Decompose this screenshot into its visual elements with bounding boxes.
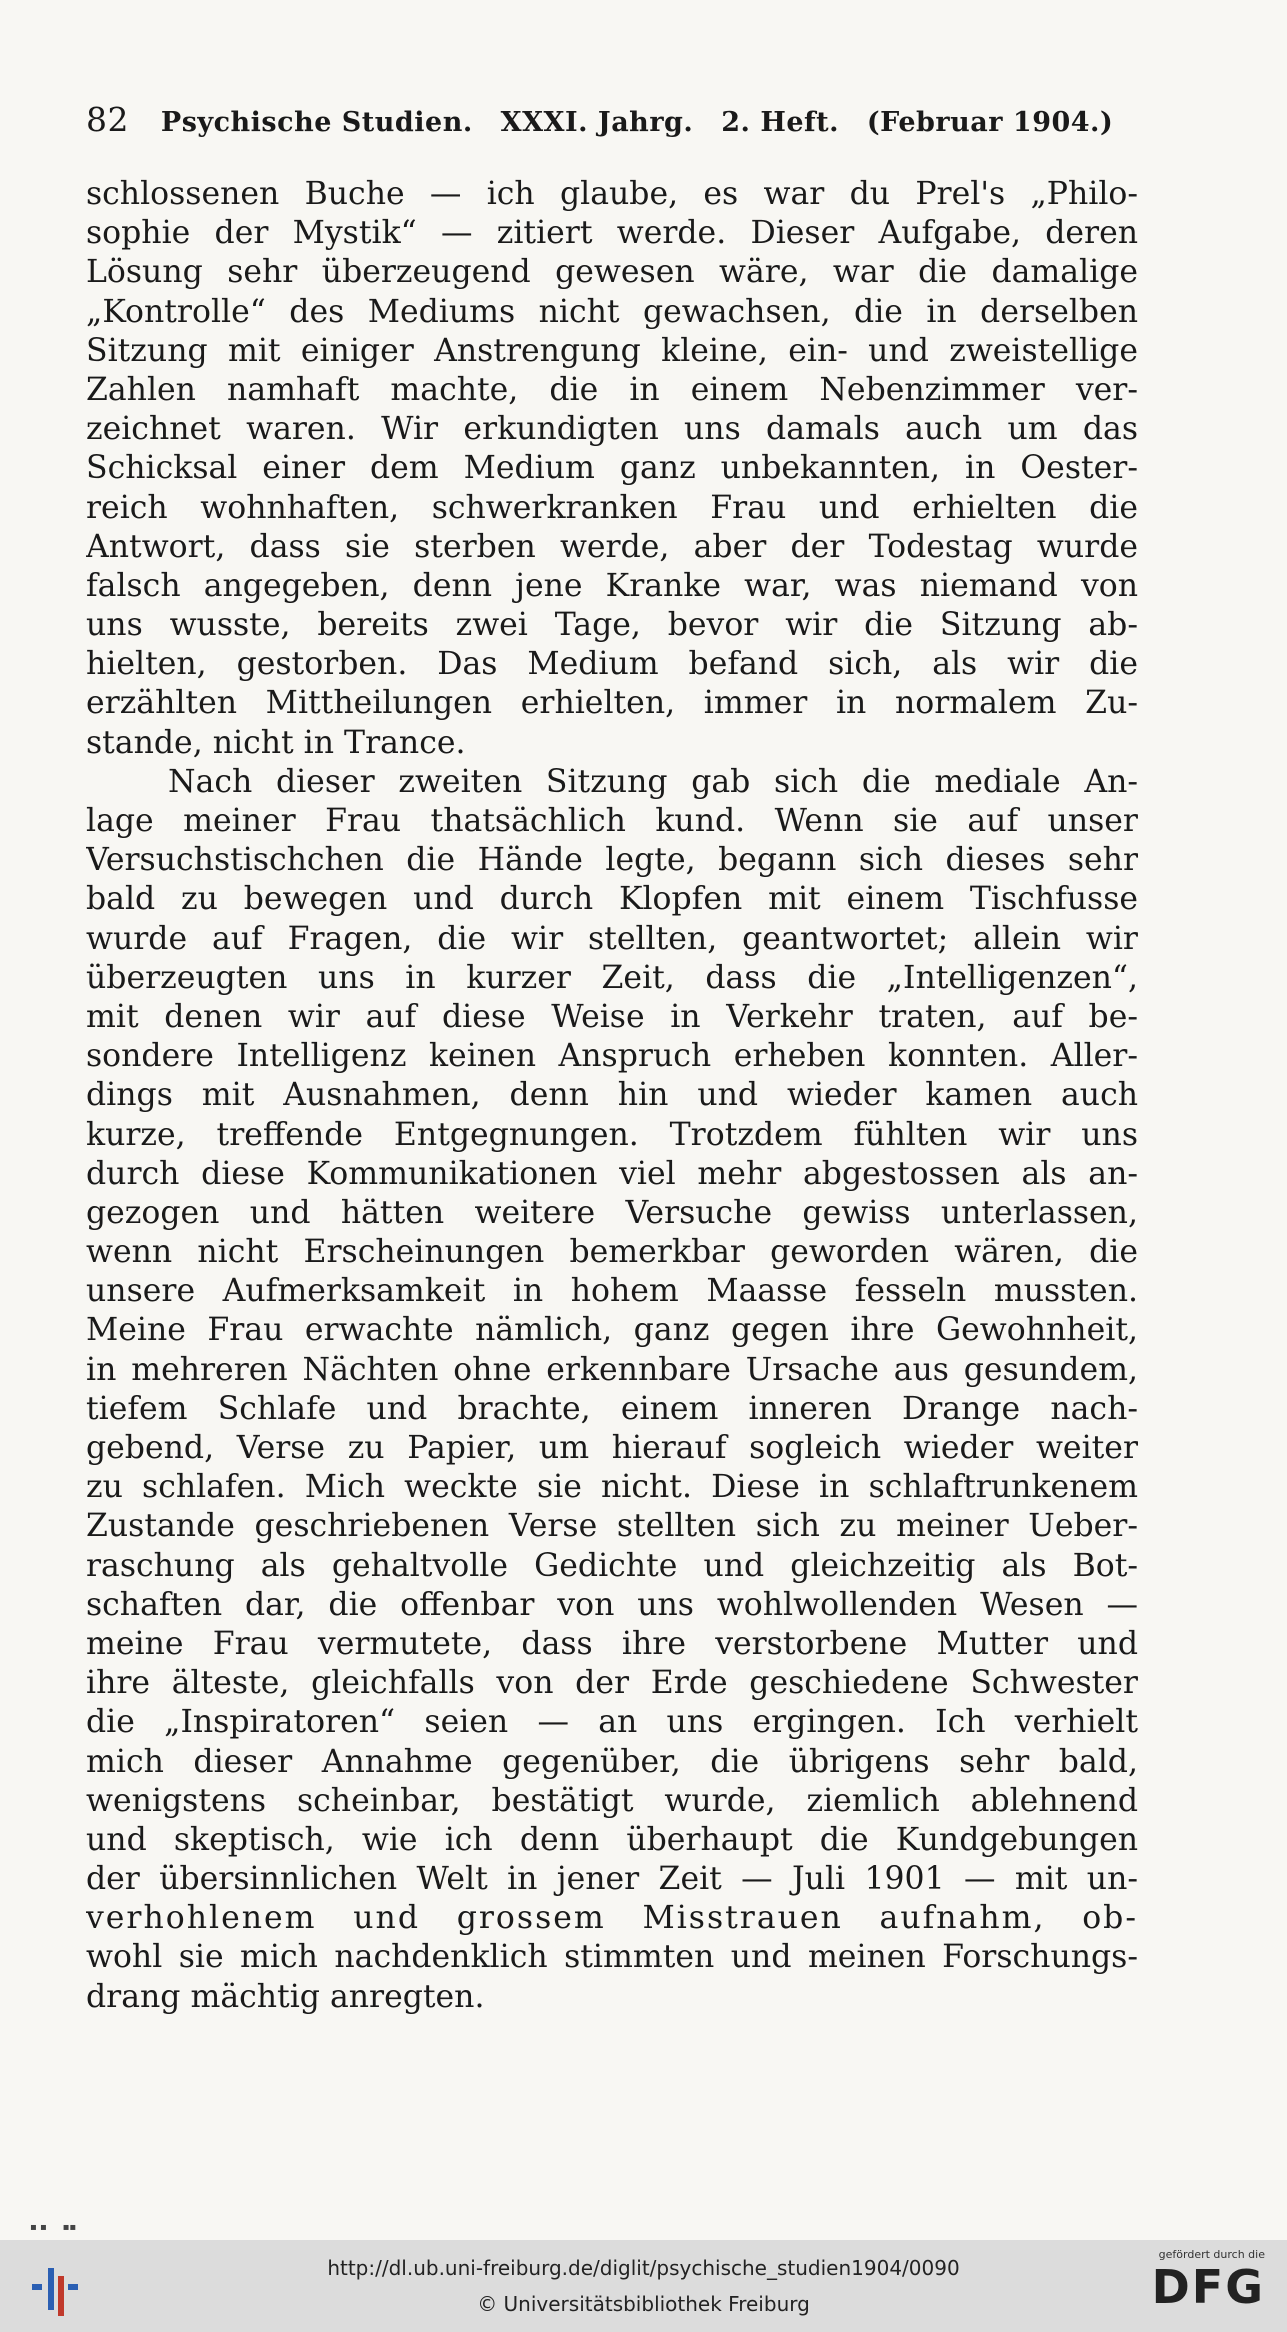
text-line: wenigstens scheinbar, bestätigt wurde, ziemlich ablehnend [86,1782,1138,1819]
text-line: lage meiner Frau thatsächlich kund. Wenn sie auf unser [86,803,1138,839]
text-line: zeichnet waren. Wir erkundigten uns damals auch um das [86,411,1138,448]
page-number: 82 [86,100,129,139]
text-line: wurde auf Fragen, die wir stellten, geantwortet; allein wir [86,920,1138,957]
text-line: der übersinnlichen Welt in jener Zeit — Juli 1901 — mit un- [86,1861,1138,1898]
text-line: in mehreren Nächten ohne erkennbare Ursache aus gesundem, [86,1351,1138,1388]
date-label: (Februar 1904.) [866,107,1114,138]
text-line: sondere Intelligenz keinen Anspruch erheben konnten. Aller- [86,1038,1138,1075]
text-line: zu schlafen. Mich weckte sie nicht. Diese in schlaftrunkenem [86,1469,1138,1506]
text-line: falsch angegeben, denn jene Kranke war, was niemand von [86,567,1138,604]
viewer-footer [0,2240,1287,2332]
text-line: Schicksal einer dem Medium ganz unbekannten, in Oester- [86,450,1138,487]
text-line: mit denen wir auf diese Weise in Verkehr traten, auf be- [86,998,1138,1035]
body-text [86,175,1138,2017]
text-line: wenn nicht Erscheinungen bemerkbar geworden wären, die [86,1234,1138,1271]
text-line: gezogen und hätten weitere Versuche gewiss unterlassen, [86,1194,1138,1231]
volume-label: XXXI. Jahrg. [500,107,694,138]
text-line: kurze, treffende Entgegnungen. Trotzdem fühlten wir uns [86,1116,1138,1153]
text-line: Meine Frau erwachte nämlich, ganz gegen ihre Gewohnheit, [86,1312,1138,1349]
text-line: schaften dar, die offenbar von uns wohlwollenden Wesen — [86,1586,1138,1623]
text-line: überzeugten uns in kurzer Zeit, dass die „Intelligenzen“, [86,959,1138,996]
text-line: Zustande geschriebenen Verse stellten sich zu meiner Ueber- [86,1508,1138,1545]
copyright-text: © Universitätsbibliothek Freiburg [477,2292,810,2316]
permalink-link[interactable]: http://dl.ub.uni-freiburg.de/diglit/psychische_studien1904/0090 [327,2256,960,2280]
text-line: Versuchstischchen die Hände legte, begann sich dieses sehr [86,842,1138,879]
text-line: sophie der Mystik“ — zitiert werde. Dieser Aufgabe, deren [86,215,1138,252]
text-line: uns wusste, bereits zwei Tage, bevor wir die Sitzung ab- [86,607,1138,644]
text-line: stande, nicht in Trance. [86,724,466,761]
text-line: drang mächtig anregten. [86,1978,485,2015]
text-line: schlossenen Buche — ich glaube, es war du Prel's „Philo- [86,176,1138,212]
text-line: ihre älteste, gleichfalls von der Erde geschiedene Schwester [86,1665,1138,1702]
text-line: Nach dieser zweiten Sitzung gab sich die mediale An- [168,763,1138,800]
text-line: unsere Aufmerksamkeit in hohem Maasse fesseln mussten. [86,1273,1138,1310]
dfg-caption: gefördert durch die [1158,2248,1265,2261]
journal-title: Psychische Studien. [160,107,473,138]
text-line: mich dieser Annahme gegenüber, die übrigens sehr bald, [86,1743,1138,1780]
text-line: erzählten Mittheilungen erhielten, immer in normalem Zu- [86,685,1138,722]
text-line: und skeptisch, wie ich denn überhaupt die Kundgebungen [86,1821,1138,1858]
text-line: durch diese Kommunikationen viel mehr abgestossen als an- [86,1155,1138,1192]
issue-label: 2. Heft. [721,107,839,138]
text-line: gebend, Verse zu Papier, um hierauf sogleich wieder weiter [86,1430,1138,1466]
text-line: „Kontrolle“ des Mediums nicht gewachsen, die in derselben [86,293,1138,330]
text-line: reich wohnhaften, schwerkranken Frau und erhielten die [86,489,1138,526]
dfg-logo [1125,2248,1265,2328]
text-line: wohl sie mich nachdenklich stimmten und meinen Forschungs- [86,1939,1138,1976]
text-line: Zahlen namhaft machte, die in einem Nebenzimmer ver- [86,371,1138,408]
text-line: verhohlenem und grossem Misstrauen aufnahm, ob- [86,1900,1138,1937]
text-line: bald zu bewegen und durch Klopfen mit einem Tischfusse [86,881,1138,918]
dfg-logo-text: DFG [1151,2260,1265,2314]
text-line: raschung als gehaltvolle Gedichte und gleichzeitig als Bot- [86,1547,1138,1584]
scan-specks: ▪ ▪ ▪▪ [30,2222,77,2233]
text-line: dings mit Ausnahmen, denn hin und wieder kamen auch [86,1077,1138,1114]
text-line: Lösung sehr überzeugend gewesen wäre, war die damalige [86,254,1138,291]
text-line: die „Inspiratoren“ seien — an uns ergingen. Ich verhielt [86,1704,1138,1741]
text-line: Antwort, dass sie sterben werde, aber der Todestag wurde [86,528,1138,565]
text-line: tiefem Schlafe und brachte, einem inneren Drange nach- [86,1390,1138,1427]
text-line: Sitzung mit einiger Anstrengung kleine, ein- und zweistellige [86,332,1138,369]
text-line: hielten, gestorben. Das Medium befand sich, als wir die [86,646,1138,683]
running-header [86,100,1114,139]
text-line: meine Frau vermutete, dass ihre verstorbene Mutter und [86,1625,1138,1662]
